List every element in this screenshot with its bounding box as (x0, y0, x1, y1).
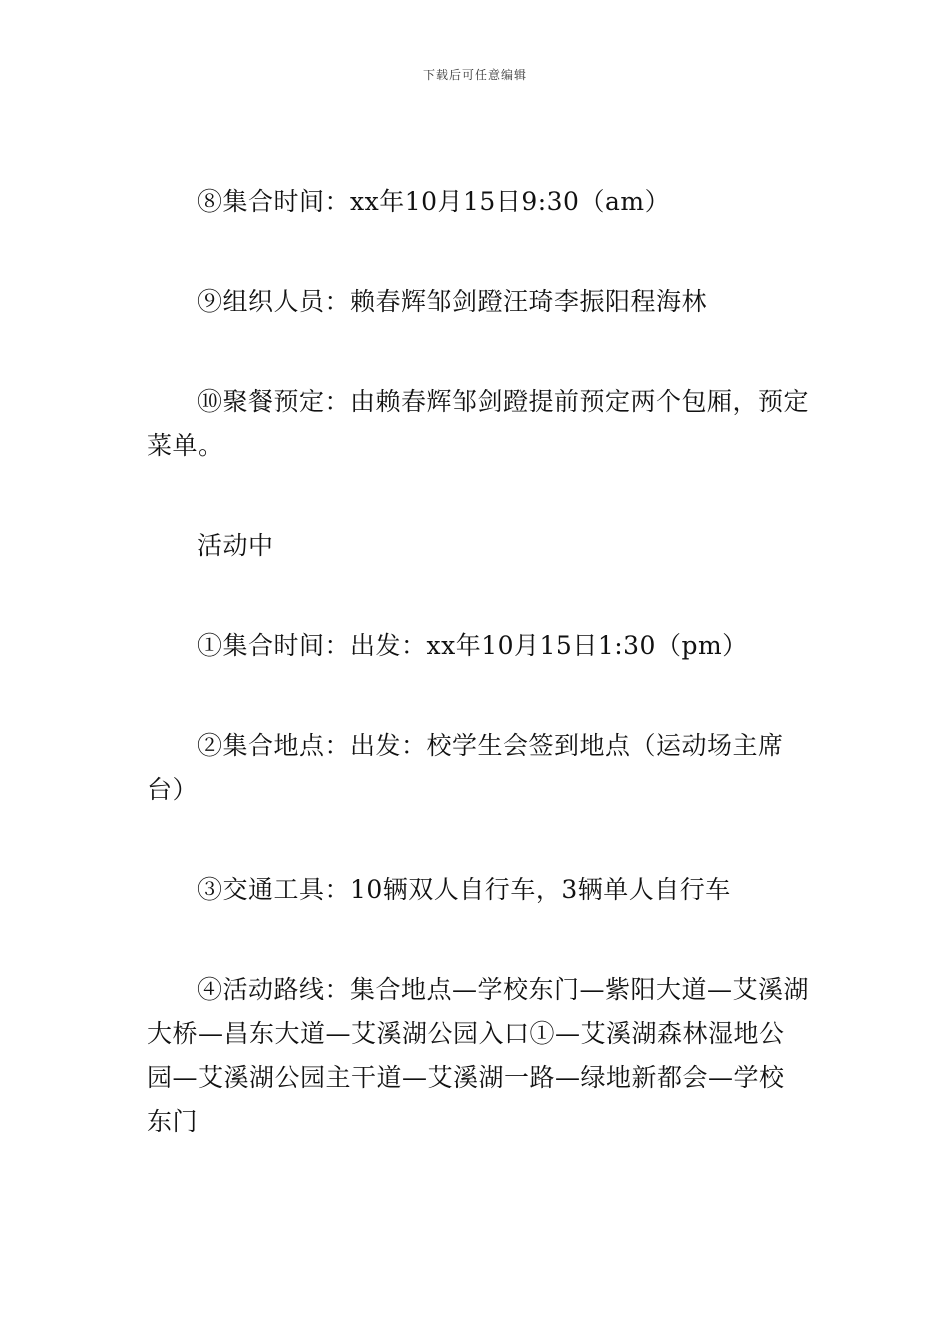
page-header: 下载后可任意编辑 (422, 68, 527, 82)
paragraph-transport: ③交通工具：10辆双人自行车，3辆单人自行车 (197, 875, 731, 904)
paragraph-organizers: ⑨组织人员：赖春辉邹剑蹬汪琦李振阳程海林 (197, 287, 708, 316)
document-body (147, 180, 809, 1200)
paragraph-gather-location: ②集合地点：出发：校学生会签到地点（运动场主席台） (147, 731, 784, 804)
section-heading-during-event: 活动中 (197, 531, 274, 560)
paragraph-route: ④活动路线：集合地点—学校东门—紫阳大道—艾溪湖大桥—昌东大道—艾溪湖公园入口①—艾溪湖森林湿地公园—艾溪湖公园主干道—艾溪湖一路—绿地新都会—学校东门 (147, 975, 810, 1136)
paragraph-dinner-booking: ⑩聚餐预定：由赖春辉邹剑蹬提前预定两个包厢，预定菜单。 (147, 387, 810, 460)
paragraph-gather-time-pm: ①集合时间：出发：xx年10月15日1:30（pm） (197, 631, 748, 660)
paragraph-gather-time-am: ⑧集合时间：xx年10月15日9:30（am） (197, 187, 671, 216)
